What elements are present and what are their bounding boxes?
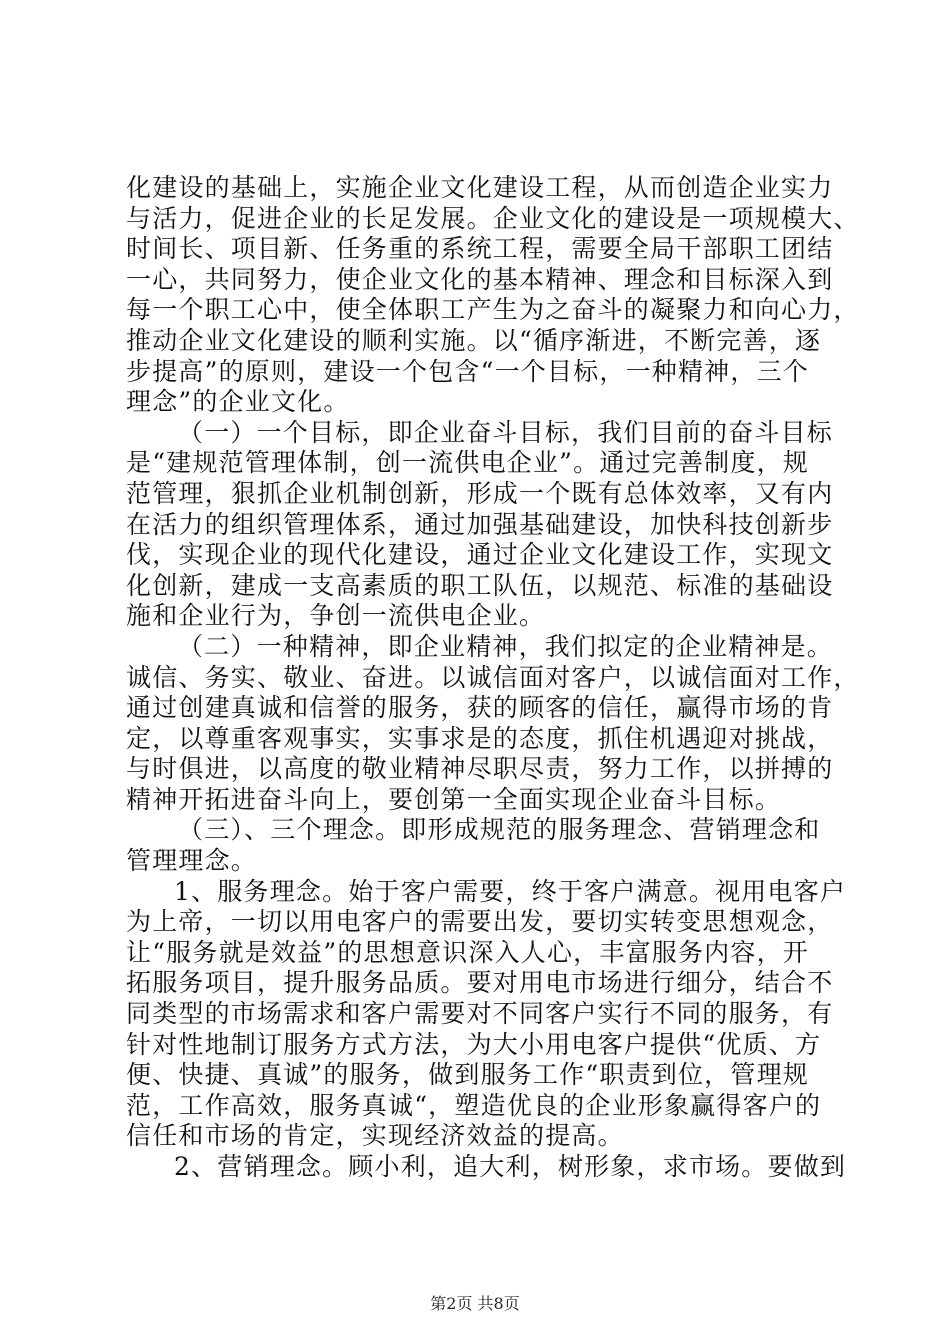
text-line: 信任和市场的肯定，实现经济效益的提高。: [126, 1121, 624, 1151]
text-line: 与时俱进，以高度的敬业精神尽职尽责，努力工作，以拼搏的: [126, 754, 834, 784]
text-line: 为上帝，一切以用电客户的需要出发，要切实转变思想观念，: [126, 907, 834, 937]
text-line: 便、快捷、真诚”的服务，做到服务工作“职责到位，管理规: [126, 1060, 809, 1090]
text-line: 化建设的基础上，实施企业文化建设工程，从而创造企业实力: [126, 173, 834, 202]
text-line: 步提高”的原则，建设一个包含“一个目标，一种精神，三个: [126, 356, 809, 386]
text-line: 通过创建真诚和信誉的服务，获的顾客的信任，赢得市场的肯: [126, 693, 834, 723]
text-line: 每一个职工心中，使全体职工产生为之奋斗的凝聚力和向心力，: [126, 295, 860, 325]
document-body: [126, 173, 860, 1183]
text-line: 理念”的企业文化。: [126, 387, 350, 417]
text-line: 同类型的市场需求和客户需要对不同客户实行不同的服务，有: [126, 999, 834, 1029]
subsection-line: 1、服务理念。始于客户需要，终于客户满意。视用电客户: [174, 876, 847, 906]
text-line: 施和企业行为，争创一流供电企业。: [126, 601, 546, 631]
text-line: 时间长、项目新、任务重的系统工程，需要全局干部职工团结: [126, 234, 834, 264]
text-line: 拓服务项目，提升服务品质。要对用电市场进行细分，结合不: [126, 968, 834, 998]
text-line: 精神开拓进奋斗向上，要创第一全面实现企业奋斗目标。: [126, 784, 782, 814]
page-number-footer: 第2页 共8页: [430, 1294, 520, 1313]
text-line: 定，以尊重客观事实，实事求是的态度，抓住机遇迎对挑战，: [126, 723, 834, 753]
text-line: 在活力的组织管理体系，通过加强基础建设，加快科技创新步: [126, 509, 834, 539]
text-line: 范，工作高效，服务真诚“，塑造优良的企业形象赢得客户的: [126, 1090, 822, 1120]
text-line: 是“建规范管理体制，创一流供电企业”。通过完善制度，规: [126, 448, 809, 478]
text-line: 让“服务就是效益”的思想意识深入人心，丰富服务内容，开: [126, 937, 809, 967]
text-line: 一心，共同努力，使企业文化的基本精神、理念和目标深入到: [126, 264, 834, 294]
subsection-line: 2、营销理念。顾小利，追大利，树形象，求市场。要做到: [174, 1152, 847, 1181]
text-line: 诚信、务实、敬业、奋进。以诚信面对客户，以诚信面对工作，: [126, 662, 860, 692]
text-line: 范管理，狠抓企业机制创新，形成一个既有总体效率，又有内: [126, 478, 834, 508]
text-line: 与活力，促进企业的长足发展。企业文化的建设是一项规模大、: [126, 203, 860, 233]
section-heading-line: （三）、三个理念。即形成规范的服务理念、营销理念和: [178, 815, 821, 845]
text-line: 化创新，建成一支高素质的职工队伍，以规范、标准的基础设: [126, 570, 834, 600]
section-heading-line: （二）一种精神，即企业精神，我们拟定的企业精神是。: [178, 631, 834, 661]
section-heading-line: （一）一个目标，即企业奋斗目标，我们目前的奋斗目标: [178, 417, 834, 447]
text-line: 针对性地制订服务方式方法，为大小用电客户提供“优质、方: [126, 1029, 822, 1059]
text-line: 推动企业文化建设的顺利实施。以“循序渐进，不断完善，逐: [126, 325, 822, 355]
text-line: 管理理念。: [126, 846, 258, 876]
text-line: 伐，实现企业的现代化建设，通过企业文化建设工作，实现文: [126, 540, 834, 570]
